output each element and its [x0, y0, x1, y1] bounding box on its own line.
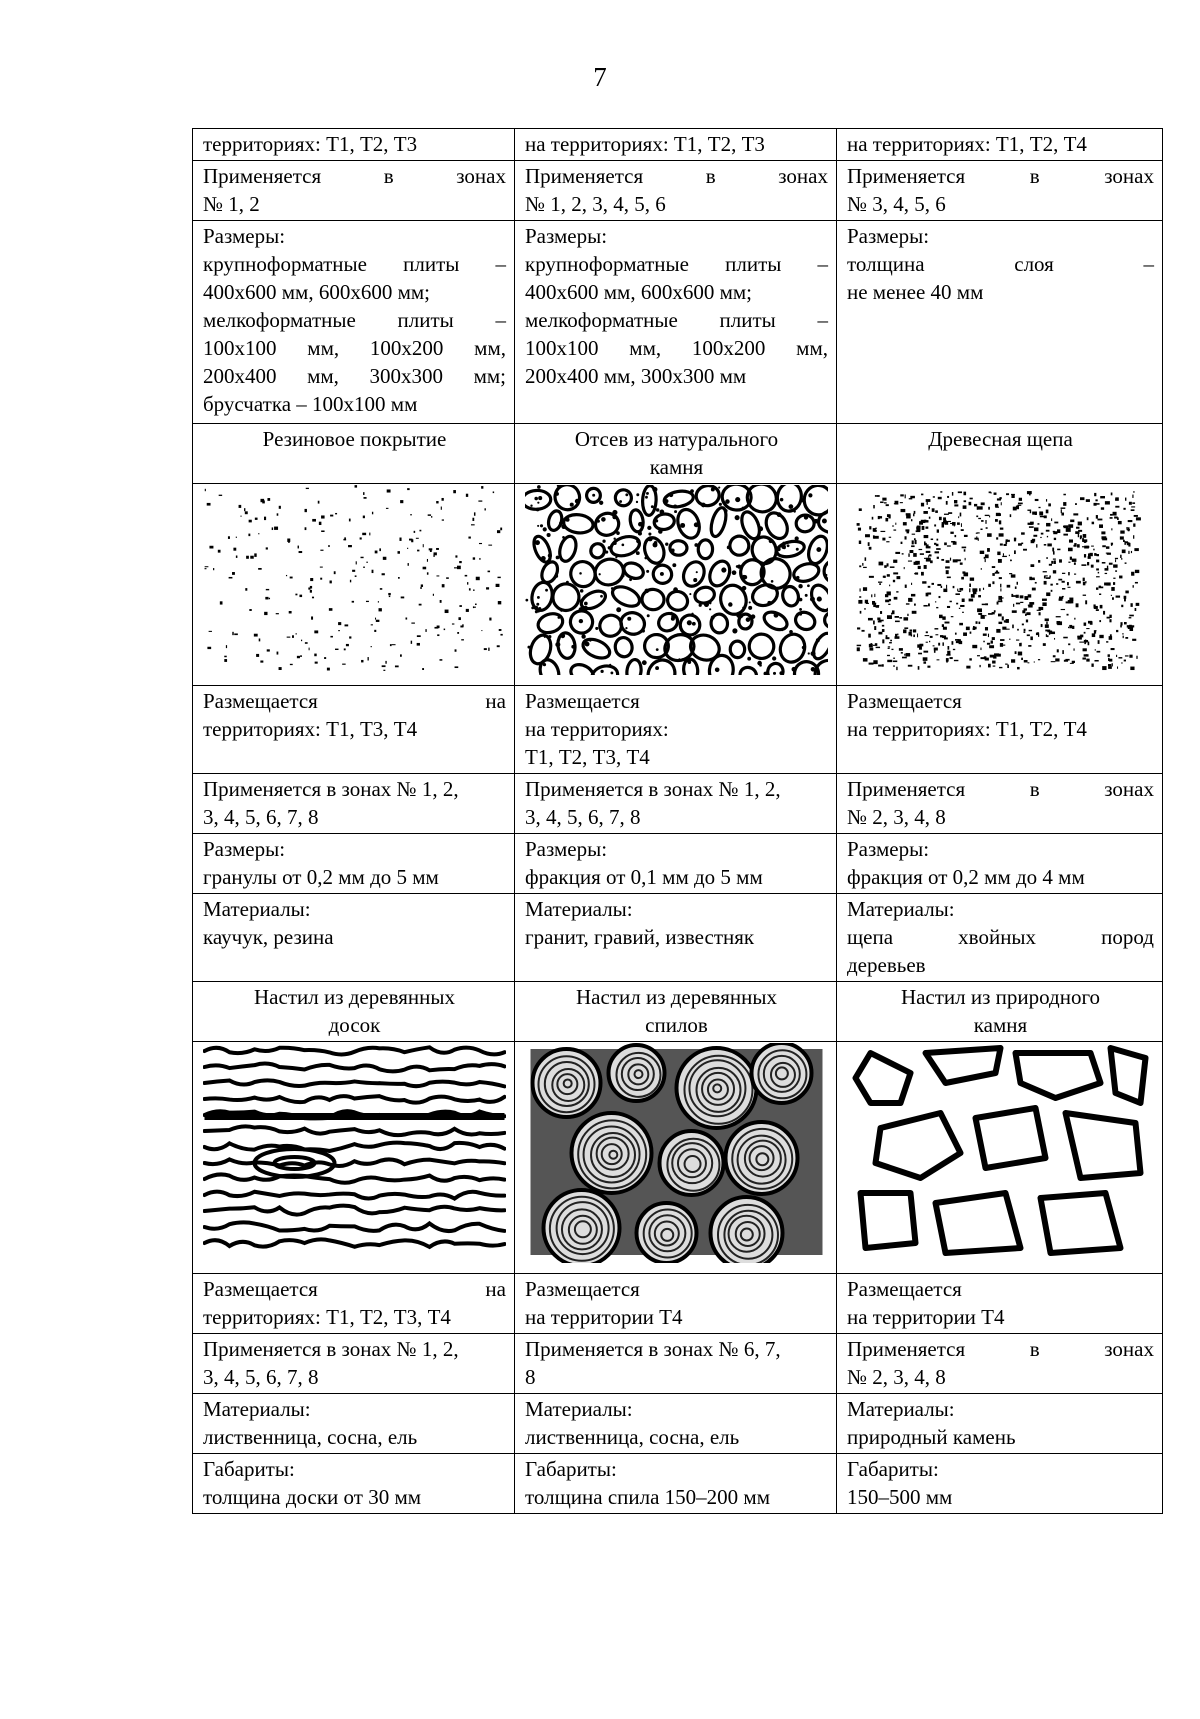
zones-cell: Применяется в зонах № 6, 7, 8 — [515, 1334, 837, 1394]
placement-cell: Размещается на территориях: Т1, Т3, Т4 — [193, 686, 515, 774]
territory-cell: на территориях: Т1, Т2, Т3 — [515, 129, 837, 161]
table-row — [193, 161, 1163, 221]
table-row — [193, 484, 1163, 686]
table-row — [193, 894, 1163, 982]
texture-cell — [193, 1042, 515, 1274]
sizes-cell: Размеры: гранулы от 0,2 мм до 5 мм — [193, 834, 515, 894]
sizes-cell: Размеры: крупноформатные плиты – 400х600 мм, 600х600 мм; мелкоформатные плиты – 100х100 мм, 100х200 мм, 200х400 мм, 300х300 мм; брусчатка – 100х100 мм — [193, 221, 515, 424]
covering-title: Настил из природного камня — [837, 982, 1163, 1042]
placement-cell: Размещается на территории Т4 — [515, 1274, 837, 1334]
table-row — [193, 1274, 1163, 1334]
natural-stone-texture — [847, 1043, 1154, 1263]
texture-cell — [193, 484, 515, 686]
zones-cell: Применяется в зонах № 3, 4, 5, 6 — [837, 161, 1163, 221]
table-row — [193, 774, 1163, 834]
materials-cell: Материалы: гранит, гравий, известняк — [515, 894, 837, 982]
page-number: 7 — [593, 62, 607, 92]
table-row — [193, 1454, 1163, 1514]
table-row — [193, 1042, 1163, 1274]
zones-cell: Применяется в зонах № 2, 3, 4, 8 — [837, 774, 1163, 834]
wood-chips-texture — [847, 485, 1154, 675]
texture-cell — [837, 1042, 1163, 1274]
texture-cell — [837, 484, 1163, 686]
zones-cell: Применяется в зонах № 1, 2, 3, 4, 5, 6, 7, 8 — [193, 1334, 515, 1394]
table-row — [193, 982, 1163, 1042]
placement-cell: Размещается на территориях: Т1, Т2, Т3, Т4 — [193, 1274, 515, 1334]
wood-cuts-texture — [525, 1043, 828, 1263]
table-row — [193, 129, 1163, 161]
covering-title: Настил из деревянных спилов — [515, 982, 837, 1042]
table-row — [193, 1334, 1163, 1394]
covering-title: Настил из деревянных досок — [193, 982, 515, 1042]
territory-cell: территориях: Т1, Т2, Т3 — [193, 129, 515, 161]
placement-cell: Размещается на территориях: Т1, Т2, Т3, Т4 — [515, 686, 837, 774]
dimensions-cell: Габариты: толщина доски от 30 мм — [193, 1454, 515, 1514]
territory-cell: на территориях: Т1, Т2, Т4 — [837, 129, 1163, 161]
texture-cell — [515, 484, 837, 686]
wood-planks-texture — [203, 1043, 506, 1263]
zones-cell: Применяется в зонах № 1, 2 — [193, 161, 515, 221]
placement-cell: Размещается на территории Т4 — [837, 1274, 1163, 1334]
covering-title: Древесная щепа — [837, 424, 1163, 484]
coverings-table — [192, 128, 1163, 1514]
sizes-cell: Размеры: фракция от 0,2 мм до 4 мм — [837, 834, 1163, 894]
dimensions-cell: Габариты: 150–500 мм — [837, 1454, 1163, 1514]
rubber-coating-texture — [203, 485, 506, 675]
table-row — [193, 834, 1163, 894]
sizes-cell: Размеры: толщина слоя – не менее 40 мм — [837, 221, 1163, 424]
zones-cell: Применяется в зонах № 2, 3, 4, 8 — [837, 1334, 1163, 1394]
placement-cell: Размещается на территориях: Т1, Т2, Т4 — [837, 686, 1163, 774]
materials-cell: Материалы: каучук, резина — [193, 894, 515, 982]
materials-cell: Материалы: щепа хвойных пород деревьев — [837, 894, 1163, 982]
stone-screening-texture — [525, 485, 828, 675]
table-row — [193, 1394, 1163, 1454]
table-row — [193, 221, 1163, 424]
materials-cell: Материалы: лиственница, сосна, ель — [515, 1394, 837, 1454]
materials-cell: Материалы: лиственница, сосна, ель — [193, 1394, 515, 1454]
covering-title: Резиновое покрытие — [193, 424, 515, 484]
table-row — [193, 686, 1163, 774]
materials-cell: Материалы: природный камень — [837, 1394, 1163, 1454]
table-row — [193, 424, 1163, 484]
dimensions-cell: Габариты: толщина спила 150–200 мм — [515, 1454, 837, 1514]
sizes-cell: Размеры: фракция от 0,1 мм до 5 мм — [515, 834, 837, 894]
zones-cell: Применяется в зонах № 1, 2, 3, 4, 5, 6 — [515, 161, 837, 221]
zones-cell: Применяется в зонах № 1, 2, 3, 4, 5, 6, 7, 8 — [193, 774, 515, 834]
covering-title: Отсев из натурального камня — [515, 424, 837, 484]
zones-cell: Применяется в зонах № 1, 2, 3, 4, 5, 6, 7, 8 — [515, 774, 837, 834]
sizes-cell: Размеры: крупноформатные плиты – 400х600 мм, 600х600 мм; мелкоформатные плиты – 100х100 мм, 100х200 мм, 200х400 мм, 300х300 мм — [515, 221, 837, 424]
texture-cell — [515, 1042, 837, 1274]
